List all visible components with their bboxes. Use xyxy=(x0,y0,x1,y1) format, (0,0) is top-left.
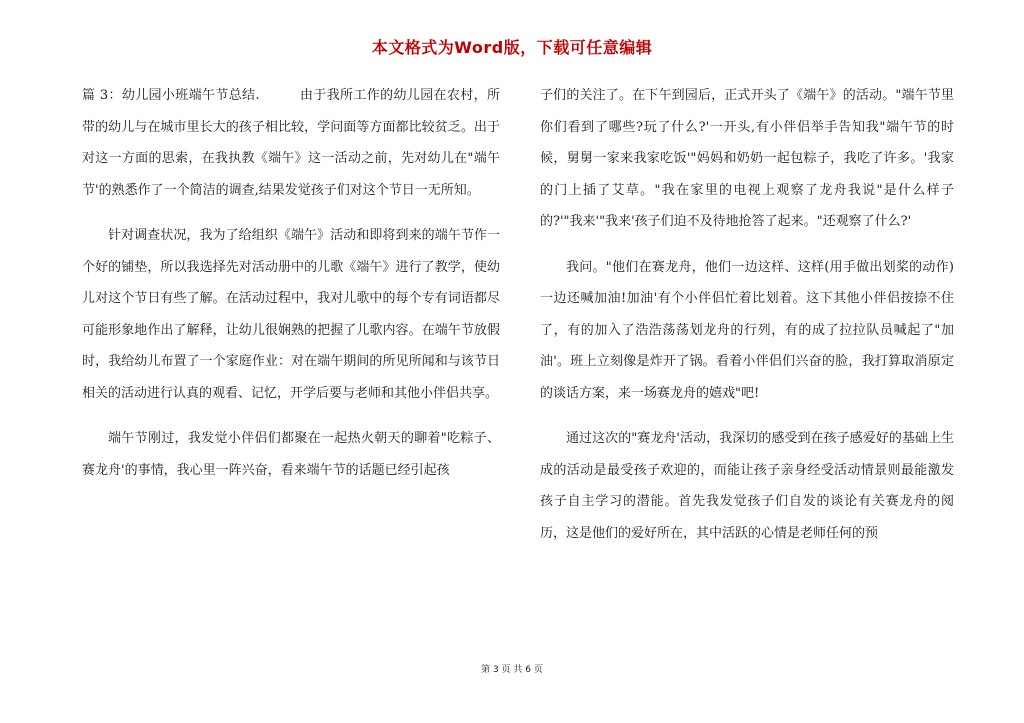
paragraph: 通过这次的"赛龙舟'活动，我深切的感受到在孩子感爱好的基础上生成的活动是最受孩子欢迎的，而能让孩子亲身经受活动情景则最能激发孩子自主学习的潜能。首先我发觉孩子们自发的谈论有关赛龙舟的阅历，这是他们的爱好所在，其中活跃的心情是老师任何的预 xyxy=(540,431,954,541)
paragraph: 端午节刚过，我发觉小伴侣们都聚在一起热火朝天的聊着"吃粽子、赛龙舟'的事情，我心里一阵兴奋，看来端午节的话题已经引起孩 xyxy=(82,431,500,478)
paragraph: 针对调查状况，我为了给组织《端午》活动和即将到来的端午节作一个好的铺垫，所以我选择先对活动册中的儿歌《端午》进行了教学，使幼儿对这个节日有些了解。在活动过程中，我对儿歌中的每个专有词语都尽可能形象地作出了解释，让幼儿很娴熟的把握了儿歌内容。在端午节放假时，我给幼儿布置了一个家庭作业：对在端午期间的所见所闻和与该节日相关的活动进行认真的观看、记忆，开学后要与老师和其他小伴侣共享。 xyxy=(82,228,500,401)
paragraph: 篇 3：幼儿园小班端午节总结. 由于我所工作的幼儿园在农村，所带的幼儿与在城市里长大的孩子相比较，学问面等方面都比较贫乏。出于对这一方面的思索，在我执教《端午》这一活动之前，先对幼儿在"端午节'的熟悉作了一个简洁的调查,结果发觉孩子们对这个节日一无所知。 xyxy=(82,88,500,198)
paragraph: 子们的关注了。在下午到园后，正式开头了《端午》的活动。"端午节里你们看到了哪些?玩了什么?'一开头,有小伴侣举手告知我"端午节的时候，舅舅一家来我家吃饭'"妈妈和奶奶一起包粽子，我吃了许多。'我家的门上插了艾草。"我在家里的电视上观察了龙舟我说"是什么样子的?'"我来'"我来'孩子们迫不及待地抢答了起来。"还观察了什么?' xyxy=(540,88,954,229)
paragraph: 我问。"他们在赛龙舟，他们一边这样、这样(用手做出划桨的动作)一边还喊加油!加油'有个小伴侣忙着比划着。这下其他小伴侣按捺不住了，有的加入了浩浩荡荡划龙舟的行列，有的成了拉拉队员喊起了"加油'。班上立刻像是炸开了锅。看着小伴侣们兴奋的脸，我打算取消原定的谈话方案，来一场赛龙舟的嬉戏"吧! xyxy=(540,259,954,401)
right-column xyxy=(540,80,954,563)
page-banner: 本文格式为Word版，下载可任意编辑 xyxy=(371,38,653,57)
left-column xyxy=(82,80,500,500)
page-number: 第 3 页 共 6 页 xyxy=(481,665,543,675)
